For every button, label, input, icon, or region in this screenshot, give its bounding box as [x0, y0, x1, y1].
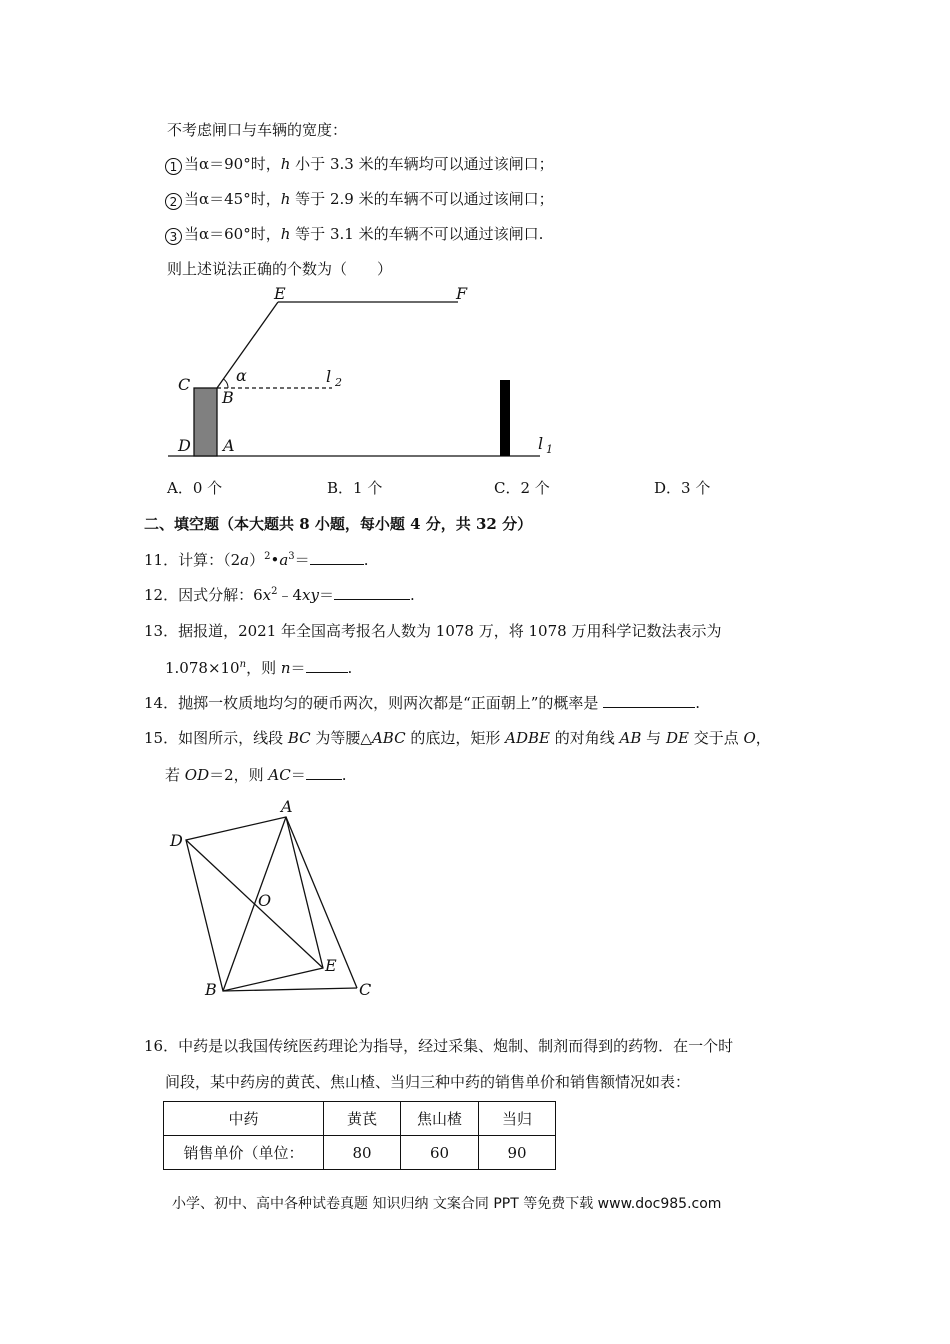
table-cell: 当归 — [479, 1102, 556, 1136]
table-cell: 80 — [324, 1136, 401, 1170]
exponent: 2 — [264, 551, 271, 562]
q15-text: 交于点 — [688, 729, 744, 747]
q16-line-2: 间段，某中药房的黄芪、焦山楂、当归三种中药的销售单价和销售额情况如表： — [165, 1073, 691, 1091]
answer-blank — [306, 658, 348, 673]
answer-blank — [310, 550, 364, 565]
table-cell: 黄芪 — [324, 1102, 401, 1136]
statement-text: 小于 3.3 米的车辆均可以通过该闸口； — [295, 155, 554, 173]
q12-text: ＝ — [318, 586, 334, 604]
statement-text: 当α＝45°时， — [184, 190, 281, 208]
question-number: 11． — [144, 551, 179, 569]
q14 — [144, 693, 700, 713]
table-cell: 焦山楂 — [401, 1102, 479, 1136]
label-l1-sub: 1 — [546, 443, 553, 456]
period: . — [409, 586, 415, 604]
q13-text: ＝ — [290, 659, 306, 677]
label-E: E — [325, 956, 337, 975]
gate-figure — [160, 285, 580, 465]
gate-pillar — [500, 380, 510, 456]
option-a: A．0 个 — [167, 479, 223, 497]
q13-text: 据报道，2021 年全国高考报名人数为 1078 万，将 1078 万用科学记数法表示为 — [178, 622, 722, 640]
label-F: F — [456, 285, 468, 303]
label-O: O — [258, 891, 272, 910]
q15-text: 的底边，矩形 — [405, 729, 506, 747]
var-a: a — [240, 551, 250, 569]
q15-line-2 — [165, 765, 347, 785]
period: . — [347, 659, 353, 677]
table-cell: 销售单价（单位： — [164, 1136, 324, 1170]
question-number: 14． — [144, 694, 179, 712]
var-n: n — [280, 659, 291, 677]
q11-text: 计算：（2 — [178, 551, 241, 569]
segment-DE: DE — [665, 729, 689, 747]
q13-line-2 — [165, 658, 352, 678]
base-BC — [223, 988, 357, 991]
label-alpha: α — [236, 366, 247, 385]
label-C: C — [359, 980, 372, 999]
point-O: O — [743, 729, 756, 747]
q15-text: 如图所示，线段 — [178, 729, 288, 747]
table-cell: 90 — [479, 1136, 556, 1170]
label-D: D — [178, 436, 191, 455]
q16-line-1 — [144, 1036, 733, 1056]
q12-text: ﹣4 — [277, 586, 303, 604]
q11-text: ） — [249, 551, 265, 569]
arm-be — [217, 302, 278, 388]
section-title: 二、填空题（本大题共 8 小题，每小题 4 分，共 32 分） — [144, 515, 533, 533]
q15-text: 若 — [165, 766, 185, 784]
table-cell: 中药 — [164, 1102, 324, 1136]
label-D: D — [170, 831, 183, 850]
option-b: B．1 个 — [327, 479, 383, 497]
label-A: A — [223, 436, 235, 455]
period: . — [341, 766, 347, 784]
label-A: A — [281, 797, 293, 816]
option-d: D．3 个 — [654, 479, 711, 497]
footer-text: 小学、初中、高中各种试卷真题 知识归纳 文案合同 PPT 等免费下载 www.doc985.com — [172, 1196, 722, 1212]
label-l2: l — [326, 367, 332, 386]
rect-ADBE: ADBE — [505, 729, 550, 747]
q12-text: 因式分解：6 — [178, 586, 263, 604]
angle-arc — [224, 379, 229, 388]
q10-statement-1 — [165, 154, 554, 175]
answer-blank — [334, 585, 410, 600]
label-E: E — [274, 285, 286, 303]
segment-AC: AC — [268, 766, 291, 784]
q15-text: 与 — [641, 729, 666, 747]
segment-BC: BC — [287, 729, 311, 747]
label-B: B — [205, 980, 217, 999]
circled-number: 1 — [165, 158, 182, 175]
post-cd — [194, 388, 217, 456]
circled-number: 3 — [165, 228, 182, 245]
var-xy: xy — [302, 586, 319, 604]
q15-text: 的对角线 — [549, 729, 620, 747]
q13-text: ，则 — [246, 659, 281, 677]
var-x: x — [262, 586, 272, 604]
segment-AB: AB — [619, 729, 642, 747]
question-number: 15． — [144, 729, 179, 747]
rectangle-triangle-figure — [160, 795, 390, 1005]
q15-text: 为等腰△ — [310, 729, 372, 747]
exponent: 3 — [288, 551, 295, 562]
segment-OD: OD — [184, 766, 210, 784]
q15-text: ＝2，则 — [209, 766, 269, 784]
var-h: h — [280, 190, 291, 208]
table-row — [164, 1136, 556, 1170]
triangle-ABC: ABC — [371, 729, 406, 747]
label-l2-sub: 2 — [335, 376, 342, 389]
q12 — [144, 585, 415, 605]
q13-text: 1.078×10 — [165, 659, 240, 677]
q11-text: • — [270, 551, 280, 569]
q11 — [144, 550, 368, 570]
q14-text: 抛掷一枚质地均匀的硬币两次，则两次都是“正面朝上”的概率是 — [178, 694, 604, 712]
question-number: 16． — [144, 1037, 179, 1055]
q15-line-1 — [144, 728, 771, 748]
q15-text: ， — [755, 729, 771, 747]
table-header-row — [164, 1102, 556, 1136]
statement-text: 当α＝90°时， — [184, 155, 281, 173]
question-number: 13． — [144, 622, 179, 640]
answer-blank — [603, 693, 695, 708]
q10-statement-2 — [165, 189, 554, 210]
var-a: a — [279, 551, 289, 569]
q10-question: 则上述说法正确的个数为（ ） — [167, 260, 393, 278]
circled-number: 2 — [165, 193, 182, 210]
table-cell: 60 — [401, 1136, 479, 1170]
q10-statement-3 — [165, 224, 543, 245]
answer-blank — [306, 765, 342, 780]
statement-text: 当α＝60°时， — [184, 225, 281, 243]
period: . — [363, 551, 369, 569]
exponent: 2 — [271, 586, 278, 597]
label-l1: l — [538, 434, 544, 453]
statement-text: 等于 2.9 米的车辆不可以通过该闸口； — [295, 190, 554, 208]
q13-line-1 — [144, 621, 721, 641]
q15-text: ＝ — [290, 766, 306, 784]
q11-text: ＝ — [294, 551, 310, 569]
question-number: 12． — [144, 586, 179, 604]
var-h: h — [280, 225, 291, 243]
diagonal-DE — [186, 840, 323, 968]
period: . — [695, 694, 700, 712]
q16-text: 中药是以我国传统医药理论为指导，经过采集、炮制、制剂而得到的药物．在一个时 — [178, 1037, 734, 1055]
label-C: C — [178, 375, 191, 394]
q10-intro: 不考虑闸口与车辆的宽度： — [167, 121, 348, 139]
exponent: n — [239, 659, 247, 670]
var-h: h — [280, 155, 291, 173]
statement-text: 等于 3.1 米的车辆不可以通过该闸口. — [295, 225, 544, 243]
option-c: C．2 个 — [494, 479, 550, 497]
medicine-sales-table — [163, 1101, 556, 1170]
label-B: B — [222, 388, 234, 407]
